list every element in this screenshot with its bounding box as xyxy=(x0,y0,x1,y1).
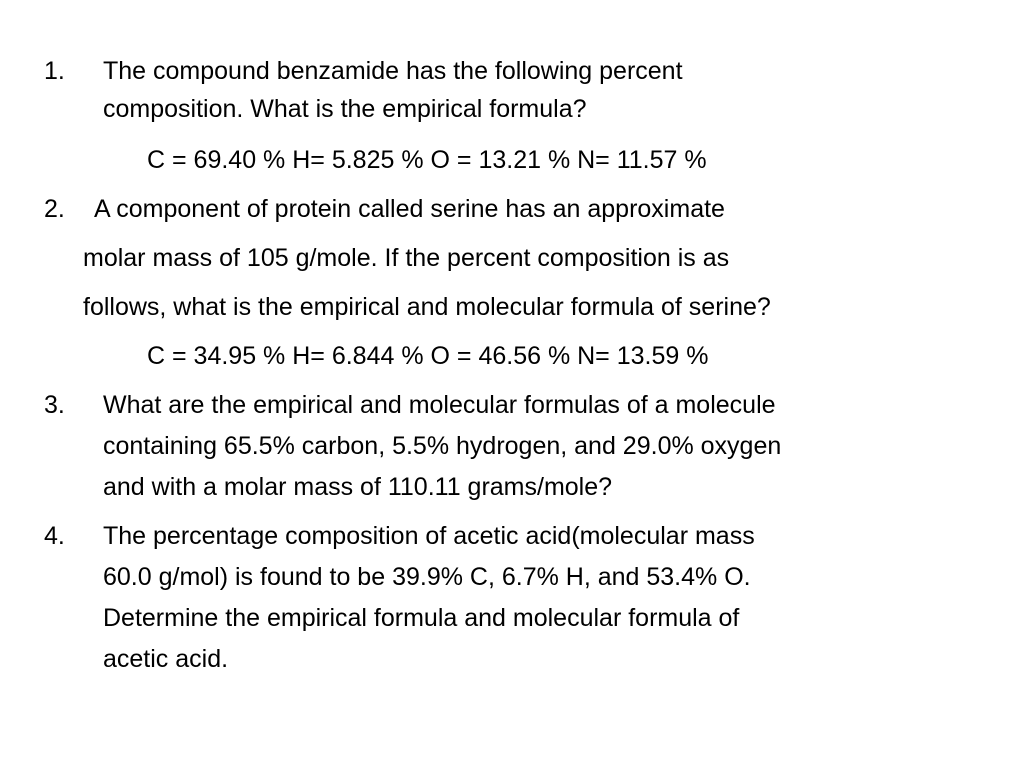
question-2-number: 2. xyxy=(44,195,65,223)
question-1-line-2: composition. What is the empirical formula? xyxy=(103,95,587,123)
question-2-line-3: follows, what is the empirical and molecular formula of serine? xyxy=(83,293,771,321)
question-4-line-2: 60.0 g/mol) is found to be 39.9% C, 6.7% H, and 53.4% O. xyxy=(103,563,751,591)
question-4-line-1: The percentage composition of acetic acid(molecular mass xyxy=(103,522,755,550)
question-1-data-line: C = 69.40 % H= 5.825 % O = 13.21 % N= 11.57 % xyxy=(147,146,707,174)
question-2-line-2: molar mass of 105 g/mole. If the percent composition is as xyxy=(83,244,730,272)
question-3-number: 3. xyxy=(44,391,65,419)
question-3-line-1: What are the empirical and molecular formulas of a molecule xyxy=(103,391,776,419)
question-1-line-1: The compound benzamide has the following percent xyxy=(103,57,683,85)
question-3-line-3: and with a molar mass of 110.11 grams/mole? xyxy=(103,473,613,501)
question-3-line-2: containing 65.5% carbon, 5.5% hydrogen, and 29.0% oxygen xyxy=(103,432,782,460)
question-4-line-3: Determine the empirical formula and molecular formula of xyxy=(103,604,740,632)
question-4-line-4: acetic acid. xyxy=(103,645,229,673)
question-4-number: 4. xyxy=(44,522,65,550)
question-2-line-1: A component of protein called serine has an approximate xyxy=(94,195,725,223)
question-2-data-line: C = 34.95 % H= 6.844 % O = 46.56 % N= 13.59 % xyxy=(147,342,709,370)
question-1-number: 1. xyxy=(44,57,65,85)
